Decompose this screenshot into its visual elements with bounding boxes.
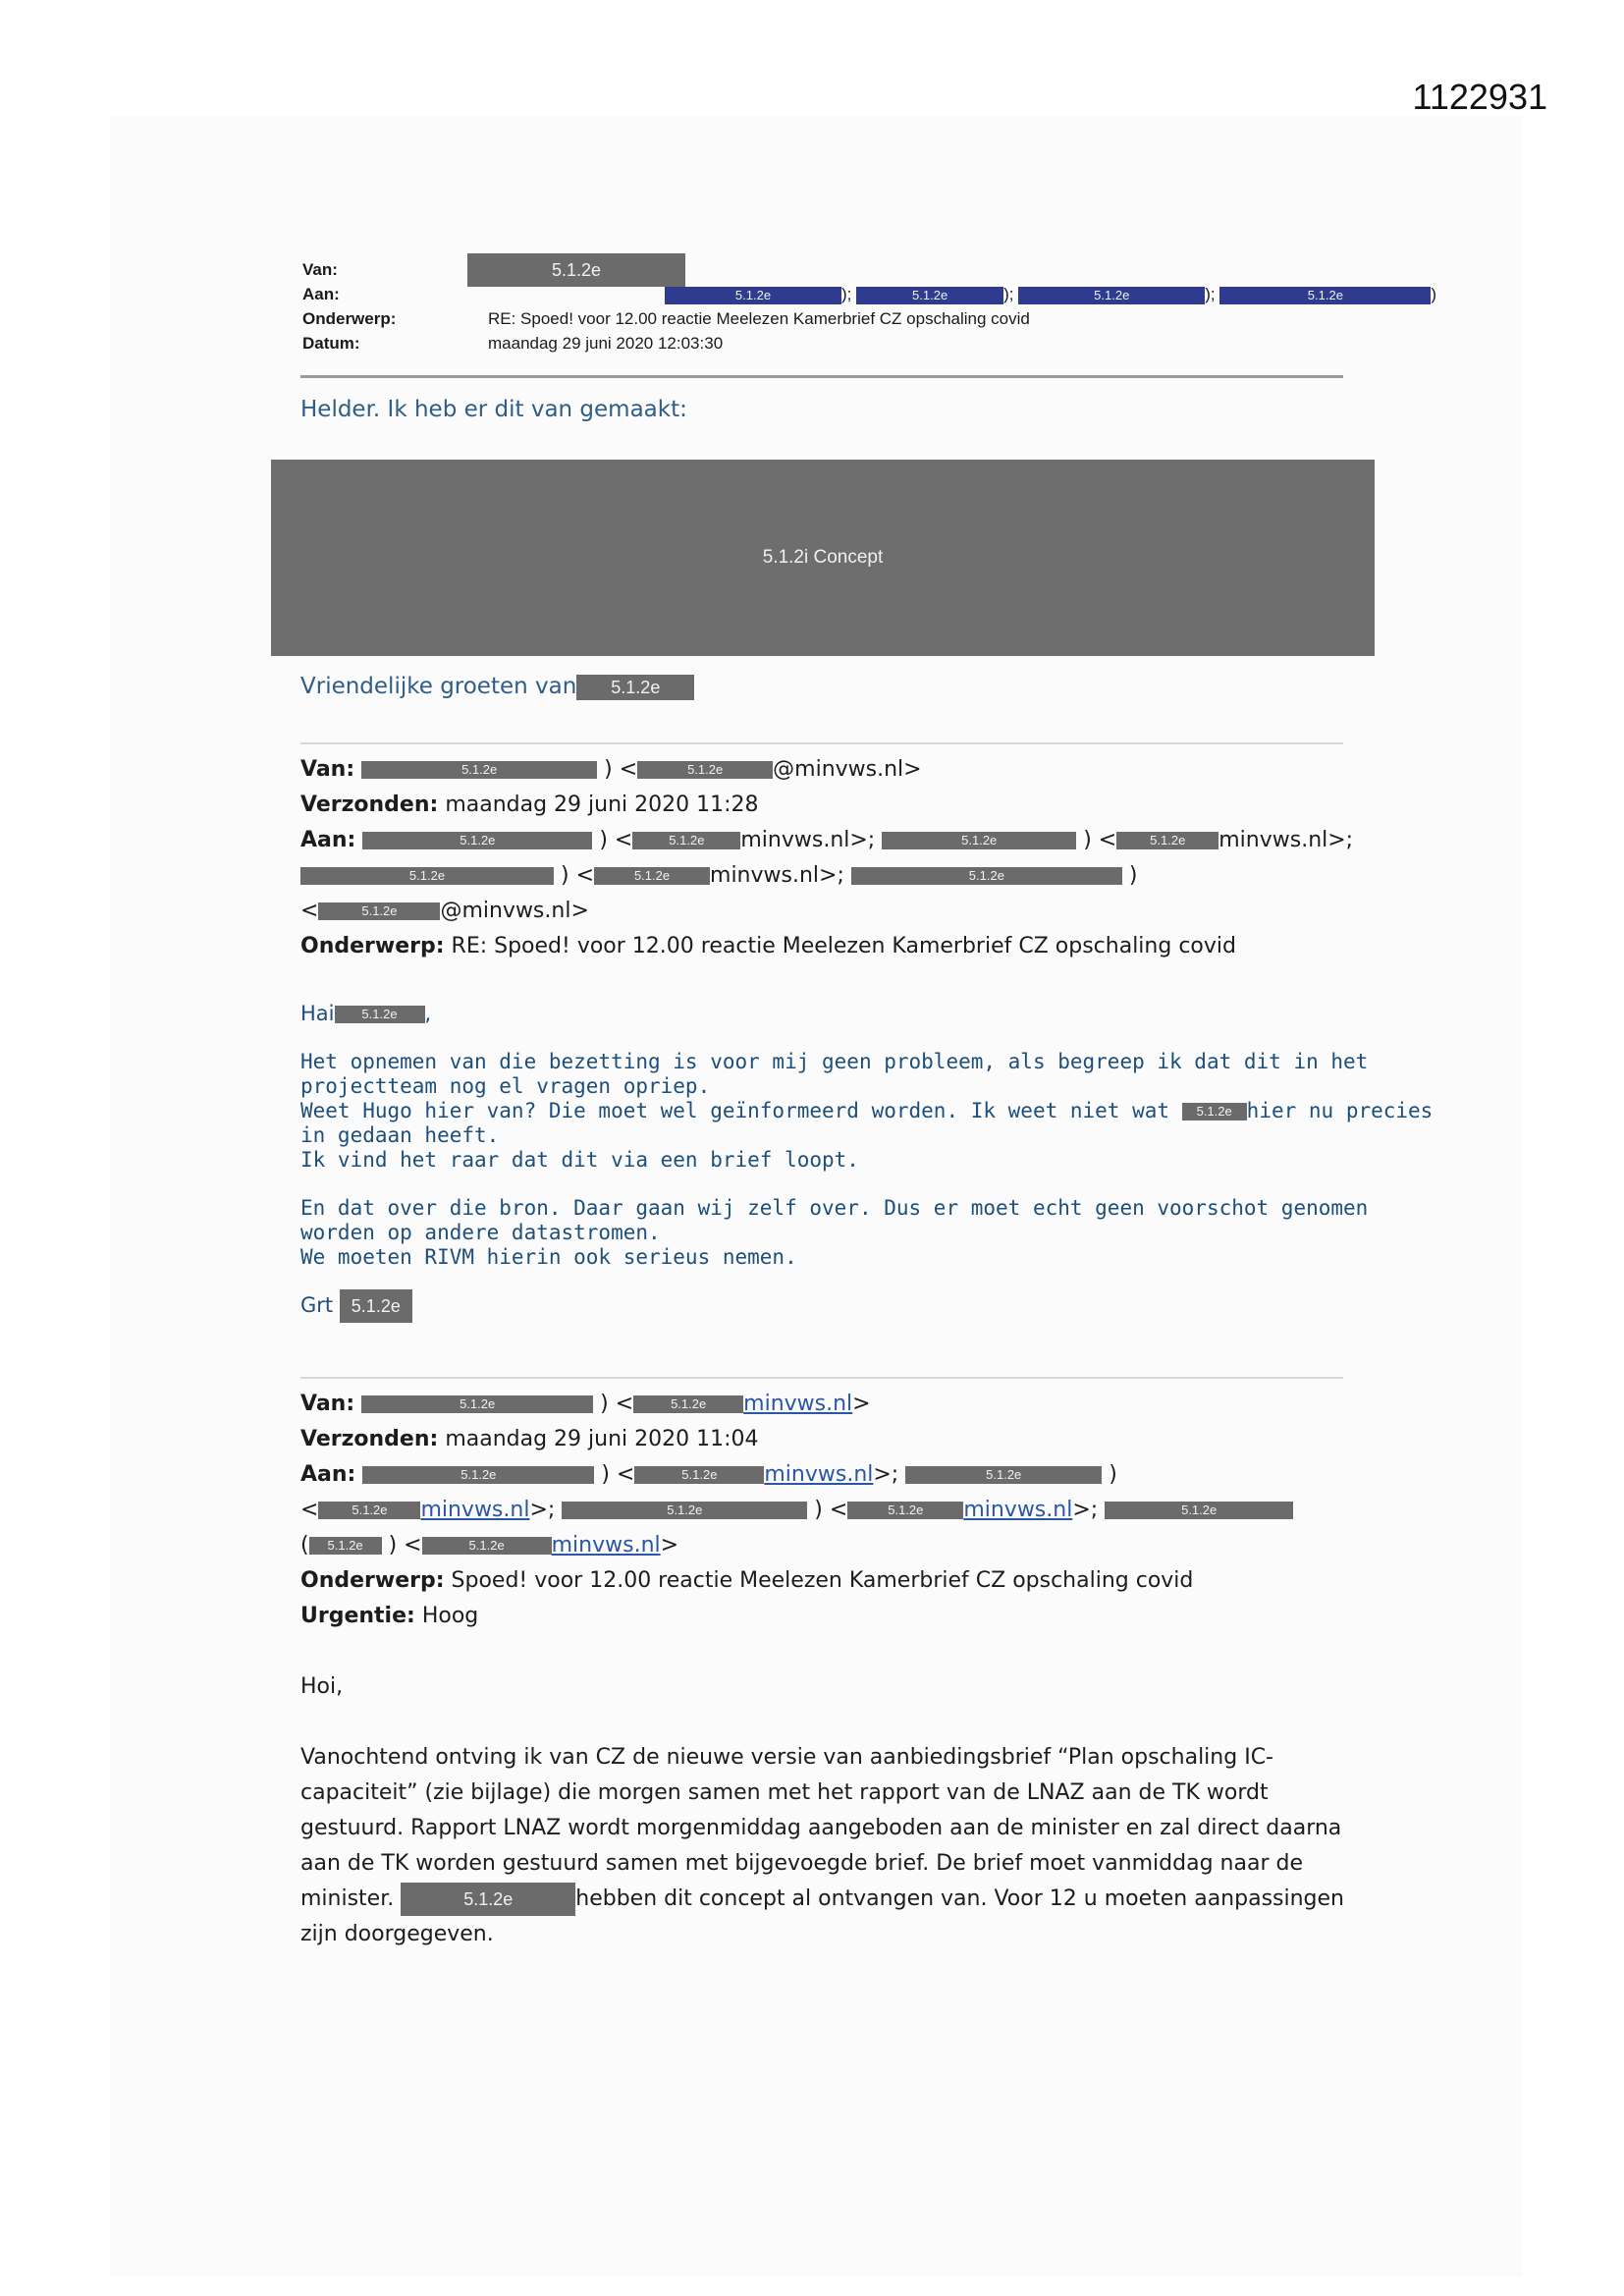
redaction: 5.1.2e	[851, 867, 1122, 885]
redaction: 5.1.2e	[422, 1537, 552, 1555]
redaction: 5.1.2e	[634, 1466, 764, 1484]
redaction: 5.1.2e	[361, 1395, 593, 1413]
email-link[interactable]: minvws.nl	[420, 1498, 530, 1522]
redaction: 5.1.2e	[576, 675, 694, 700]
email-link[interactable]: minvws.nl	[963, 1498, 1073, 1522]
redaction: 5.1.2e	[594, 867, 710, 885]
redaction: 5.1.2e	[637, 761, 773, 779]
redaction: 5.1.2e	[362, 832, 592, 849]
header-onderwerp-row	[302, 306, 1436, 331]
header-datum-label: Datum:	[302, 334, 360, 353]
mail3-greeting: Hoi,	[300, 1674, 344, 1699]
redaction: 5.1.2e	[1219, 287, 1431, 304]
redaction: 5.1.2e	[856, 287, 1003, 304]
email-link[interactable]: minvws.nl	[551, 1533, 661, 1558]
mail2-body: Hai 5.1.2e , Het opnemen van die bezetting is voor mij geen probleem, als begreep ik dat dit in het projectteam nog el vragen opriep. Weet Hugo hier van? Die moet wel geïnformeerd worden. Ik weet niet wat 5.1.2e hier nu precies in gedaan heeft. Ik vind het raar dat dit via een brief loopt. En dat over die bron. Daar gaan wij zelf over. Dus er moet echt geen voorschot genomen worden op andere datastromen. We moeten RIVM hierin ook serieus nemen. Grt 5.1.2e	[300, 1002, 1433, 1323]
redaction: 5.1.2e	[309, 1537, 382, 1555]
redaction: 5.1.2e	[318, 1502, 420, 1519]
redaction: 5.1.2e	[847, 1502, 963, 1519]
redaction: 5.1.2e	[562, 1502, 807, 1519]
sender-redaction: 5.1.2e	[467, 253, 685, 287]
concept-redaction-box: 5.1.2i Concept	[271, 460, 1375, 656]
redaction: 5.1.2e	[300, 867, 554, 885]
redaction: 5.1.2e	[882, 832, 1076, 849]
redaction: 5.1.2e	[340, 1289, 412, 1323]
mail3-header: Van: 5.1.2e ) < 5.1.2e minvws.nl> Verzonden: maandag 29 juni 2020 11:04 Aan: 5.1.2e ) < 5.1.2e minvws.nl>; 5.1.2e ) < 5.1.2e minvws.nl>; 5.1.2e ) < 5.1.2e minvws.nl>; 5.1.2e ( 5.1.2e ) < 5.1.2e minvws.nl> Onderwerp: Spoed! voor 12.00 reactie Meelezen Kamerbrief CZ opschaling covid Urgentie: Hoog	[300, 1387, 1293, 1634]
redaction: 5.1.2e	[362, 1466, 594, 1484]
redaction: 5.1.2e	[335, 1006, 425, 1023]
redaction: 5.1.2e	[318, 902, 440, 920]
redaction: 5.1.2e	[401, 1883, 575, 1916]
mail3-body: Vanochtend ontving ik van CZ de nieuwe versie van aanbiedingsbrief “Plan opschaling IC- capaciteit” (zie bijlage) die morgen samen met het rapport van de LNAZ aan de TK wordt gestuurd. Rapport LNAZ wordt morgenmiddag aangeboden aan de minister en zal direct daarna aan de TK worden gestuurd samen met bijgevoegde brief. De brief moet vanmiddag naar de minister. 5.1.2e hebben dit concept al ontvangen van. Voor 12 u moeten aanpassingen zijn doorgegeven.	[300, 1745, 1344, 1946]
header-onderwerp-label: Onderwerp:	[302, 309, 397, 328]
redaction: 5.1.2e	[1105, 1502, 1293, 1519]
header-datum-value: maandag 29 juni 2020 12:03:30	[488, 334, 724, 353]
email-link[interactable]: minvws.nl	[743, 1392, 853, 1416]
document-number: 1122931	[1412, 77, 1547, 117]
redaction: 5.1.2e	[633, 1395, 743, 1413]
redaction: 5.1.2e	[905, 1466, 1102, 1484]
redaction: 5.1.2e	[361, 761, 597, 779]
email-link[interactable]: minvws.nl	[764, 1462, 874, 1487]
redaction: 5.1.2e	[665, 287, 841, 304]
mail2-divider	[300, 742, 1343, 744]
reply-closing: Vriendelijke groeten van 5.1.2e	[300, 674, 694, 700]
mail3-divider	[300, 1377, 1343, 1379]
redaction: 5.1.2e	[1182, 1103, 1247, 1121]
header-van-label: Van:	[302, 260, 338, 279]
redaction: 5.1.2e	[1116, 832, 1218, 849]
header-divider	[300, 375, 1343, 378]
header-onderwerp-value: RE: Spoed! voor 12.00 reactie Meelezen Kamerbrief CZ opschaling covid	[488, 309, 1030, 328]
redaction: 5.1.2e	[632, 832, 740, 849]
header-datum-row	[302, 331, 1436, 355]
redaction: 5.1.2e	[1018, 287, 1205, 304]
header-aan-label: Aan:	[302, 285, 340, 303]
mail2-header: Van: 5.1.2e ) < 5.1.2e @minvws.nl> Verzonden: maandag 29 juni 2020 11:28 Aan: 5.1.2e ) < 5.1.2e minvws.nl>; 5.1.2e ) < 5.1.2e minvws.nl>; 5.1.2e ) < 5.1.2e minvws.nl>; 5.1.2e ) < 5.1.2e @minvws.nl> Onderwerp: RE: Spoed! voor 12.00 reactie Meelezen Kamerbrief CZ opschaling covid	[300, 757, 1354, 958]
reply-intro: Helder. Ik heb er dit van gemaakt:	[300, 397, 687, 422]
header-aan-row: Aan: 5.1.2e ); 5.1.2e ); 5.1.2e ); 5.1.2e )	[302, 282, 1436, 306]
